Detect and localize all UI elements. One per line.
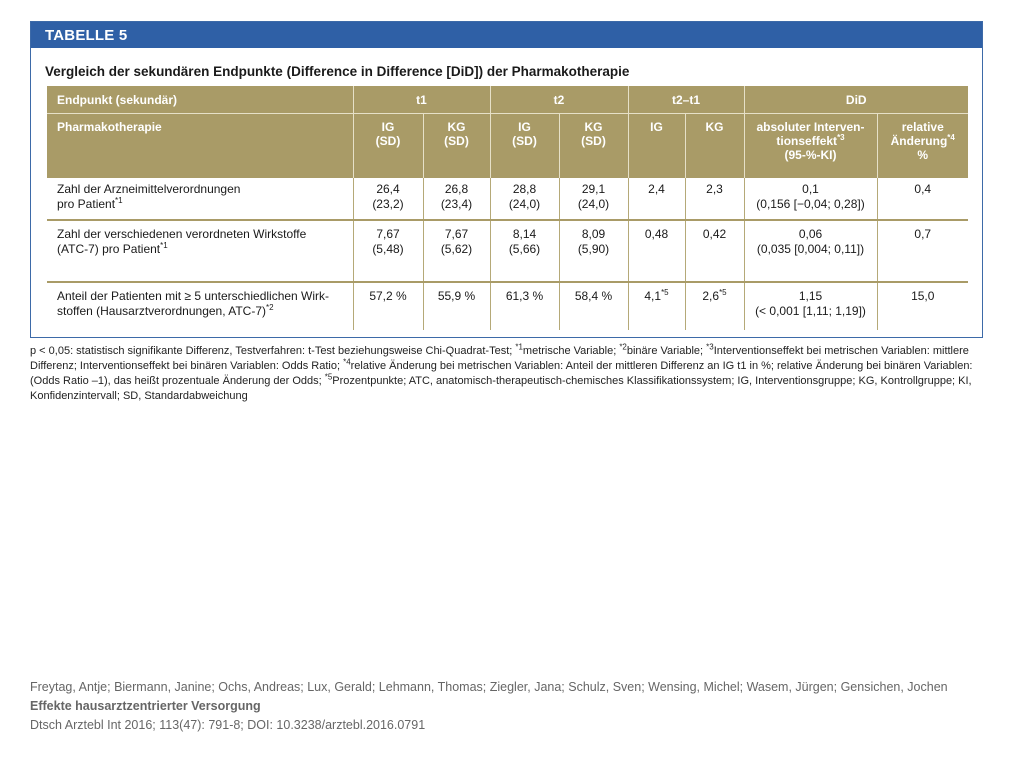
cell-relative-change: 15,0 [877, 282, 968, 330]
citation-authors: Freytag, Antje; Biermann, Janine; Ochs, Andreas; Lux, Gerald; Lehmann, Thomas; Ziegler, Jana; Schulz, Sven; Wensing, Michel; Wasem, Jürgen; Gensichen, Jochen [30, 680, 948, 694]
table-row [47, 282, 968, 330]
cell-t2-ig: 28,8 (24,0) [490, 178, 559, 220]
col-diff-ig: IG [628, 114, 685, 179]
cell-t1-ig: 7,67 (5,48) [353, 220, 423, 282]
cell-t1-kg: 55,9 % [423, 282, 490, 330]
col-t2-ig: IG (SD) [490, 114, 559, 179]
cell-t1-ig: 26,4 (23,2) [353, 178, 423, 220]
cell-diff-ig: 0,48 [628, 220, 685, 282]
row-label: Zahl der verschiedenen verordneten Wirkstoffe (ATC-7) pro Patient$^{*1}$ [47, 220, 353, 282]
col-t2: t2 [490, 86, 628, 114]
table-footnote: p < 0,05: statistisch signifikante Differenz, Testverfahren: t-Test beziehungsweise Chi-Quadrat-Test; $^{*1}$metrische Variable; $^{*2}$binäre Variable; $^{*3}$Interventionseffekt bei metrischen Variablen: mittlere Differenz; Interventionseffekt bei binären Variablen: Odds Ratio; $^{*4}$relative Änderung bei metrischen Variablen: Anteil der mittleren Differenz an IG t1 in %; relative Änderung bei binären Variablen: (Odds Ratio –1), das heißt prozentuale Änderung der Odds; $^{*5}$Prozentpunkte; ATC, anatomisch-therapeutisch-chemisches Klassifikationssystem; IG, Interventionsgruppe; KG, Kontrollgruppe; KI, Konfidenzintervall; SD, Standardabweichung [30, 342, 973, 402]
cell-t2-kg: 8,09 (5,90) [559, 220, 628, 282]
header-row-1 [47, 86, 968, 114]
table-row [47, 178, 968, 220]
cell-relative-change: 0,7 [877, 220, 968, 282]
cell-absolute-effect: 0,06 (0,035 [0,004; 0,11]) [744, 220, 877, 282]
data-table [47, 86, 968, 330]
table-label: TABELLE 5 [31, 22, 982, 48]
col-t1: t1 [353, 86, 490, 114]
col-t1-kg: KG (SD) [423, 114, 490, 179]
col-t1-ig: IG (SD) [353, 114, 423, 179]
cell-relative-change: 0,4 [877, 178, 968, 220]
cell-t2-ig: 61,3 % [490, 282, 559, 330]
cell-t1-ig: 57,2 % [353, 282, 423, 330]
cell-t2-kg: 29,1 (24,0) [559, 178, 628, 220]
cell-diff-kg: 2,3 [685, 178, 744, 220]
table-title: Vergleich der sekundären Endpunkte (Difference in Difference [DiD]) der Pharmakotherapie [45, 64, 630, 79]
cell-t1-kg: 26,8 (23,4) [423, 178, 490, 220]
col-absolute-effect: absoluter Interven- tionseffekt$^{*3}$ (95-%-KI) [744, 114, 877, 179]
col-t2-t1: t2–t1 [628, 86, 744, 114]
table-figure [30, 21, 983, 338]
col-did: DiD [744, 86, 968, 114]
cell-t2-ig: 8,14 (5,66) [490, 220, 559, 282]
col-diff-kg: KG [685, 114, 744, 179]
col-endpoint: Endpunkt (sekundär) [47, 86, 353, 114]
citation-title: Effekte hausarztzentrierter Versorgung [30, 699, 261, 713]
cell-absolute-effect: 0,1 (0,156 [−0,04; 0,28]) [744, 178, 877, 220]
col-t2-kg: KG (SD) [559, 114, 628, 179]
row-label: Zahl der Arzneimittelverordnungen pro Patient$^{*1}$ [47, 178, 353, 220]
cell-t1-kg: 7,67 (5,62) [423, 220, 490, 282]
cell-diff-kg: 2,6$^{*5}$ [685, 282, 744, 330]
col-pharmakotherapie: Pharmakotherapie [47, 114, 353, 179]
cell-diff-ig: 2,4 [628, 178, 685, 220]
col-relative-change: relative Änderung$^{*4}$ % [877, 114, 968, 179]
table-row [47, 220, 968, 282]
cell-t2-kg: 58,4 % [559, 282, 628, 330]
cell-diff-ig: 4,1$^{*5}$ [628, 282, 685, 330]
header-row-2 [47, 114, 968, 179]
citation [30, 678, 948, 735]
cell-diff-kg: 0,42 [685, 220, 744, 282]
citation-source: Dtsch Arztebl Int 2016; 113(47): 791-8; DOI: 10.3238/arztebl.2016.0791 [30, 718, 426, 732]
row-label: Anteil der Patienten mit ≥ 5 unterschiedlichen Wirk- stoffen (Hausarztverordnungen, ATC-7)$^{*2}$ [57, 289, 330, 318]
cell-absolute-effect: 1,15 (< 0,001 [1,11; 1,19]) [744, 282, 877, 330]
